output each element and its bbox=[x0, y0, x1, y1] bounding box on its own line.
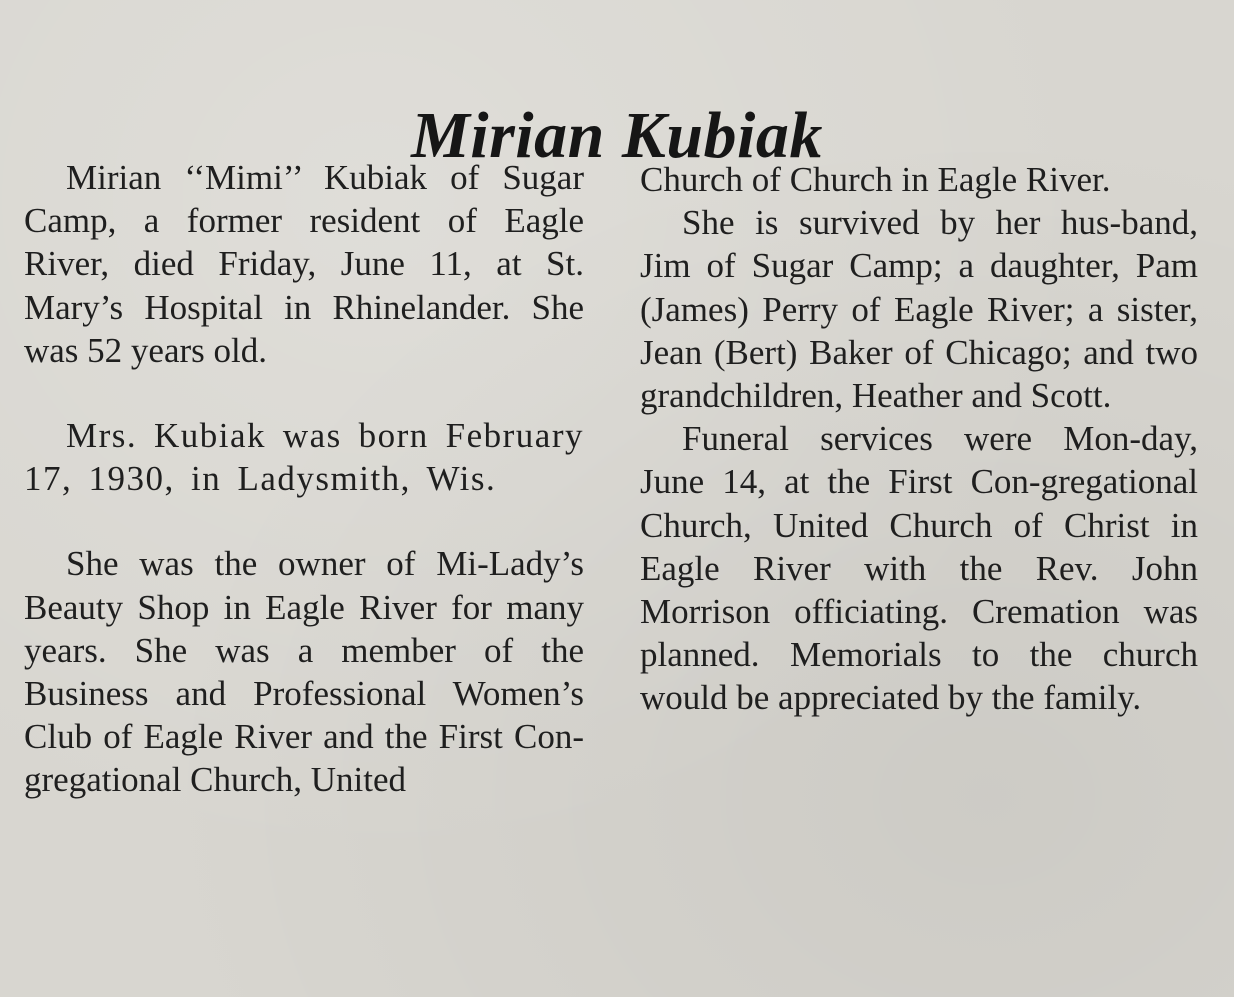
paragraph-death-notice: Mirian ‘‘Mimi’’ Kubiak of Sugar Camp, a former resident of Eagle River, died Friday, June 11, at St. Mary’s Hospital in Rhinelander. She was 52 years old. bbox=[24, 158, 584, 370]
left-column bbox=[24, 156, 584, 802]
paragraph-funeral: Funeral services were Mon-day, June 14, at the First Con-gregational Church, United Church of Christ in Eagle River with the Rev. John Morrison officiating. Cremation was planned. Memorials to the church would be appreciated by the family. bbox=[640, 419, 1198, 718]
paragraph-survivors: She is survived by her hus-band, Jim of Sugar Camp; a daughter, Pam (James) Perry of Eagle River; a sister, Jean (Bert) Baker of Chicago; and two grandchildren, Heather and Scott. bbox=[640, 203, 1198, 416]
paragraph-continuation: Church of Church in Eagle River. bbox=[640, 160, 1111, 199]
paragraph-career: She was the owner of Mi-Lady’s Beauty Shop in Eagle River for many years. She was a member of the Business and Professional Women’s Club of Eagle River and the First Con-gregational Church, United bbox=[24, 544, 584, 800]
right-column bbox=[640, 158, 1198, 720]
paragraph-birth: Mrs. Kubiak was born February 17, 1930, in Ladysmith, Wis. bbox=[24, 416, 584, 499]
obituary-headline: Mirian Kubiak bbox=[411, 99, 823, 173]
